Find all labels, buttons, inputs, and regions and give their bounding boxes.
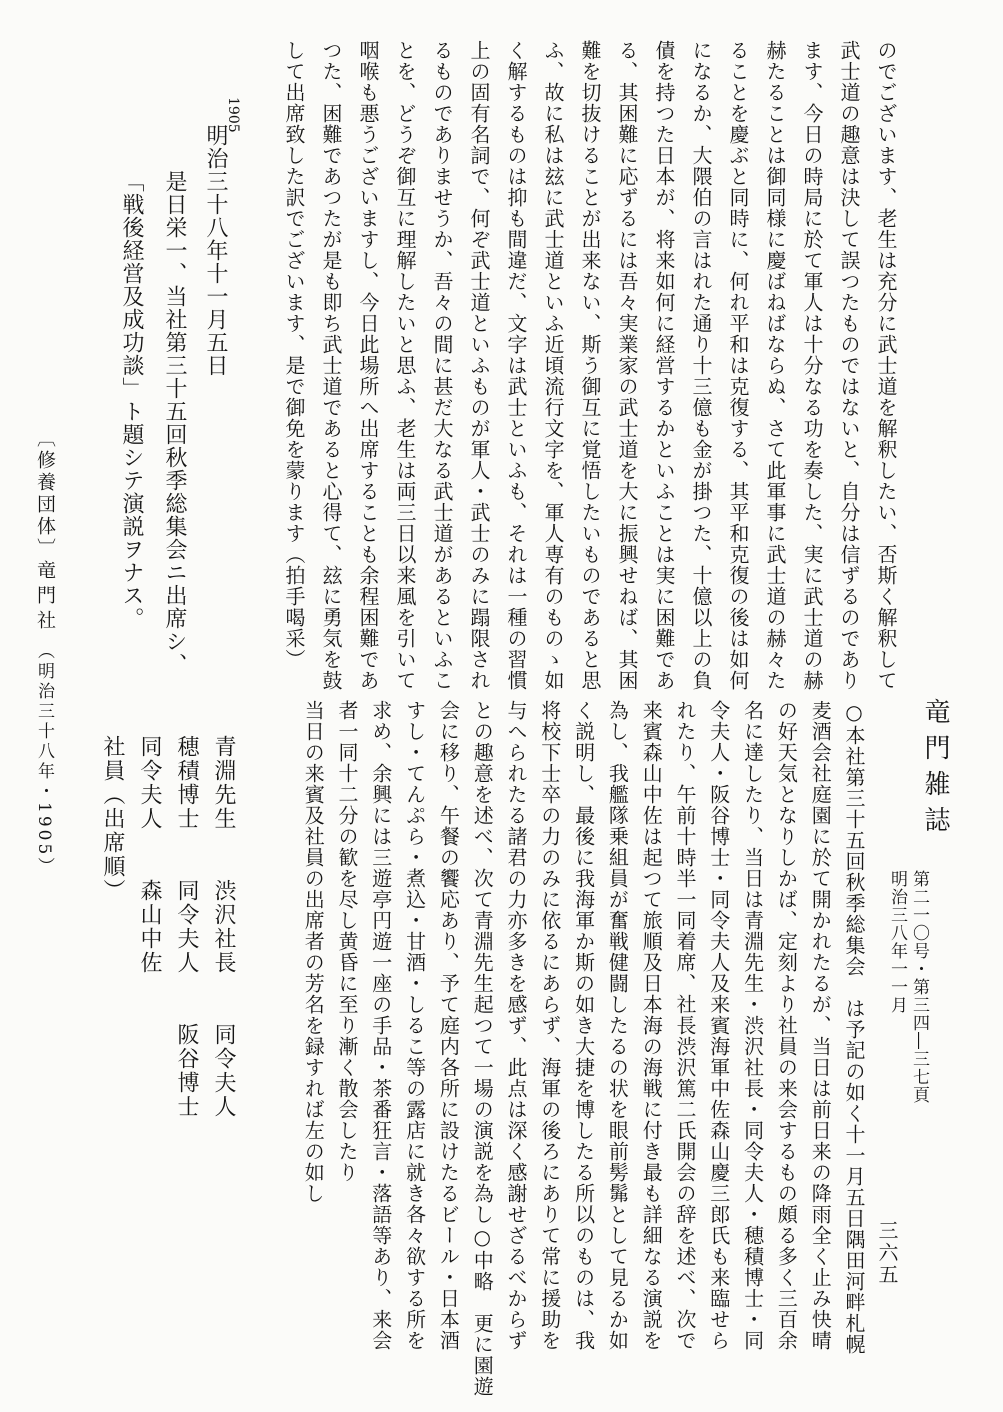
report-column: との趣意を述べ、次て青淵先生起つて一場の演説を為し○中略 更に園遊 [470, 700, 495, 1397]
source-ref-2: 明治三八年一一月 [887, 870, 907, 1014]
attendee-column: 青淵先生 渋沢社長 同令夫人 [211, 735, 236, 1119]
speech-column: 上の固有名詞で、何ぞ武士道といふものが軍人・武士のみに蹋限され [467, 40, 491, 691]
page-number: 三六五 [875, 1220, 899, 1286]
source-ref-1: 第二一〇号・第三四―三七頁 [909, 870, 929, 1104]
report-column: れたり、午前十時半一同着席、社長渋沢篤二氏開会の辞を述べ、次で [673, 700, 697, 1351]
entry-line-1: 是日栄一、当社第三十五回秋季総集会ニ出席シ、 [162, 170, 187, 676]
entry-line-2: 「戦後経営及成功談」ト題シテ演説ヲナス。 [119, 170, 144, 630]
report-column: 与へられたる諸君の力亦多きを感ず、此点は深く感謝せざるべからず [504, 700, 528, 1351]
speech-column: になるか、大隈伯の言はれた通り十三億も金が掛つた、十億以上の負 [689, 40, 713, 691]
report-column: く説明し、最後に我海軍か斯の如き大捷を博したる所以のものは、我 [571, 700, 596, 1351]
footer-category: 〔修養団体〕 [34, 428, 56, 560]
speech-column: 咽喉も悪うございますし、今日此場所へ出席することも余程困難であ [356, 40, 380, 691]
report-column: 令夫人・阪谷博士・同令夫人及来賓海軍中佐森山慶三郎氏も来臨せら [706, 700, 731, 1351]
report-column: 来賓森山中佐は起つて旅順及日本海の海戦に付き最も詳細なる演説を [639, 700, 664, 1351]
speech-column: るものでありませうか、吾々の間に甚だ大なる武士道があるといふこ [430, 40, 454, 691]
report-column: 麦酒会社庭園に於て開かれたるが、当日は前日来の降雨全く止み快晴 [808, 700, 833, 1351]
speech-column: して出席致した訳でございます、是で御免を蒙ります（拍手喝采） [282, 40, 306, 670]
report-column: 会に移り、午餐の饗応あり、予て庭内各所に設けたるビール・日本酒 [436, 700, 461, 1351]
report-column: 為し、我艦隊乗組員が奮戦健闘したるの状を眼前髣髴として見るか如 [605, 700, 630, 1351]
speech-column: つた、困難であつたが是も即ち武士道であると心得て、玆に勇気を鼓 [319, 40, 343, 691]
footer-org: 竜門社 [34, 560, 56, 635]
entry-year-western: 1905 [225, 97, 241, 133]
attendee-column: 社員（出席順） [100, 735, 125, 903]
speech-column: く解するものは抑も間違だ、文字は武士といふも、それは一種の習慣 [504, 40, 528, 691]
speech-column: 難を切抜けることが出来ない、斯う御互に覚悟したいものであると思 [578, 40, 602, 691]
report-column: 名に達したり、当日は青淵先生・渋沢社長・同令夫人・穂積博士・同 [740, 700, 765, 1351]
speech-column: とを、どうぞ御互に理解したいと思ふ、老生は両三日以来風を引いて [393, 40, 417, 691]
report-column: 当日の来賓及社員の出席者の芳名を録すれば左の如し [301, 700, 326, 1204]
speech-column: ることを慶ぶと同時に、何れ平和は克復する、其平和克復の後は如何 [726, 40, 750, 691]
attendee-column: 穂積博士 同令夫人 阪谷博士 [174, 735, 199, 1119]
attendee-column: 同令夫人 森山中佐 [137, 735, 162, 975]
speech-column: ふ、故に私は玆に武士道といふ近頃流行文字を、軍人専有のものゝ如 [541, 40, 565, 691]
speech-column: ます、今日の時局に於て軍人は十分なる功を奏した、実に武士道の赫 [800, 40, 824, 691]
report-column: 将校下士卒の力のみに依るにあらず、海軍の後ろにありて常に援助を [537, 700, 562, 1351]
report-column: 者一同十二分の歓を尽し黄昏に至り漸く散会したり [335, 700, 359, 1183]
report-column: の好天気となりしかば、定刻より社員の来会するもの頗る多く三百余 [774, 700, 799, 1351]
report-column: ○本社第三十五回秋季総集会 は予記の如く十一月五日隅田河畔札幌 [842, 700, 866, 1355]
speech-column: 赫たることは御同様に慶ばねばならぬ、さて此軍事に武士道の赫々た [763, 40, 787, 691]
speech-column: る、其困難に応ずるには吾々実業家の武士道を大に振興せねば、其困 [615, 40, 639, 691]
source-header: 竜門雑誌 [920, 698, 950, 842]
report-column: すし・てんぷら・煮込・甘酒・しるこ等の露店に就き各々欲する所を [402, 700, 427, 1351]
entry-date: 明治三十八年十一月五日 [203, 124, 228, 377]
footer-period: （明治三十八年・1905） [34, 642, 54, 878]
speech-column: 武士道の趣意は決して誤つたものではないと、自分は信ずるのであり [837, 40, 861, 691]
speech-column: 債を持つた日本が、将来如何に経営するかといふことは実に困難であ [652, 40, 676, 691]
report-column: 求め、余興には三遊亭円遊一座の手品・茶番狂言・落語等あり、来会 [368, 700, 393, 1351]
speech-column: のでございます、老生は充分に武士道を解釈したい、否斯く解釈して [874, 40, 898, 691]
